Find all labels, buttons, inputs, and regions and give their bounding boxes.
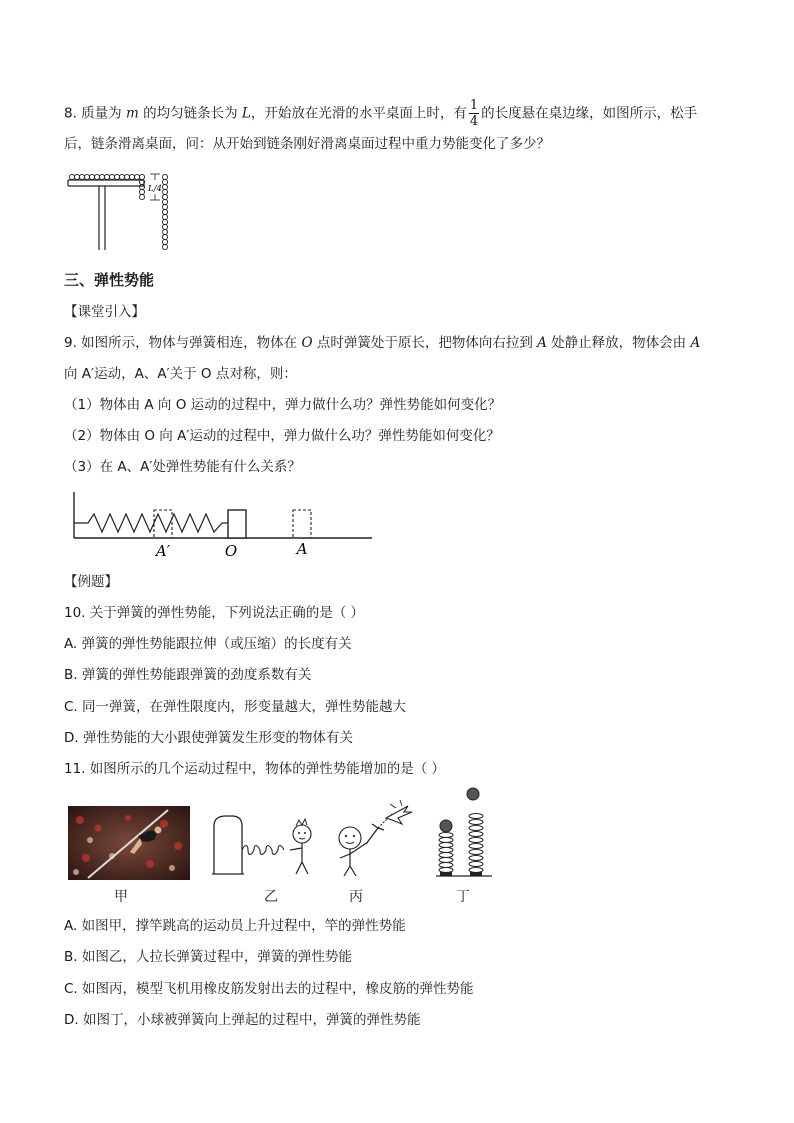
q10-option-c: C. 同一弹簧，在弹性限度内，形变量越大，弹性势能越大	[64, 699, 407, 715]
q8-line2: 后，链条滑离桌面，问：从开始到链条刚好滑离桌面过程中重力势能变化了多少？	[64, 136, 550, 152]
q11-label-jia: 甲	[114, 889, 128, 905]
q8-text-c: ，开始放在光滑的水平桌面上时，有	[250, 105, 467, 122]
q9-var-a2: A	[690, 335, 701, 351]
q11-option-d: D. 如图丁，小球被弹簧向上弹起的过程中，弹簧的弹性势能	[64, 1012, 421, 1028]
q9-label-a-prime: A′	[155, 542, 171, 560]
q11-fig-bing	[328, 800, 414, 878]
q10-option-d: D. 弹性势能的大小跟使弹簧发生形变的物体有关	[64, 730, 353, 746]
q11-fig-jia-photo	[68, 806, 190, 880]
q8-var-m: m	[125, 105, 139, 122]
q10-option-a: A. 弹簧的弹性势能跟拉伸（或压缩）的长度有关	[64, 636, 352, 652]
q11-fig-ding	[432, 786, 496, 880]
q9-text-c: 处静止释放，物体会由	[546, 335, 691, 351]
q8-chain-figure	[64, 168, 184, 254]
q9-line2: 向 A′运动，A、A′关于 O 点对称，则：	[64, 366, 297, 382]
q11-fig-yi	[210, 812, 320, 876]
q9-var-o: O	[301, 335, 313, 351]
q8-frac-den: 4	[469, 114, 479, 129]
q9-sub3: （3）在 A、A′处弹性势能有什么关系？	[64, 459, 301, 475]
q8-line1	[64, 98, 697, 129]
q9-line1	[64, 333, 700, 353]
q11-option-c: C. 如图丙，模型飞机用橡皮筋发射出去的过程中，橡皮筋的弹性势能	[64, 981, 474, 997]
q9-label-a: A	[296, 540, 308, 558]
q9-var-a: A	[537, 335, 547, 351]
q8-fraction	[469, 98, 479, 129]
q9-text-b: 点时弹簧处于原长，把物体向右拉到	[312, 335, 538, 351]
q11-label-yi: 乙	[264, 889, 278, 905]
q11-stem: 11. 如图所示的几个运动过程中，物体的弹性势能增加的是（ ）	[64, 761, 446, 777]
q8-text-a: 8. 质量为	[64, 105, 126, 122]
q11-label-ding: 丁	[456, 889, 470, 905]
q11-option-b: B. 如图乙，人拉长弹簧过程中，弹簧的弹性势能	[64, 949, 352, 965]
q10-stem: 10. 关于弹簧的弹性势能，下列说法正确的是（ ）	[64, 605, 365, 621]
q9-label-o: O	[224, 542, 238, 560]
q8-text-d: 的长度悬在桌边缘，如图所示，松手	[481, 105, 698, 122]
q9-spring-figure	[66, 488, 376, 564]
q9-text-a: 9. 如图所示，物体与弹簧相连，物体在	[64, 335, 302, 351]
q10-option-b: B. 弹簧的弹性势能跟弹簧的劲度系数有关	[64, 667, 312, 683]
q11-option-a: A. 如图甲，撑竿跳高的运动员上升过程中，竿的弹性势能	[64, 918, 406, 934]
q9-sub1: （1）物体由 A 向 O 运动的过程中，弹力做什么功？弹性势能如何变化？	[64, 397, 502, 413]
q8-var-l: L	[241, 105, 251, 122]
q11-label-bing: 丙	[349, 889, 363, 905]
example-title: 【例题】	[64, 574, 118, 590]
q8-text-b: 的均匀链条长为	[138, 105, 242, 122]
section3-title: 三、弹性势能	[64, 271, 155, 289]
section3-intro: 【课堂引入】	[64, 304, 145, 320]
q9-sub2: （2）物体由 O 向 A′运动的过程中，弹力做什么功？弹性势能如何变化？	[64, 428, 500, 444]
q8-frac-num: 1	[469, 98, 479, 113]
q8-fig-label: L/4	[148, 184, 162, 194]
